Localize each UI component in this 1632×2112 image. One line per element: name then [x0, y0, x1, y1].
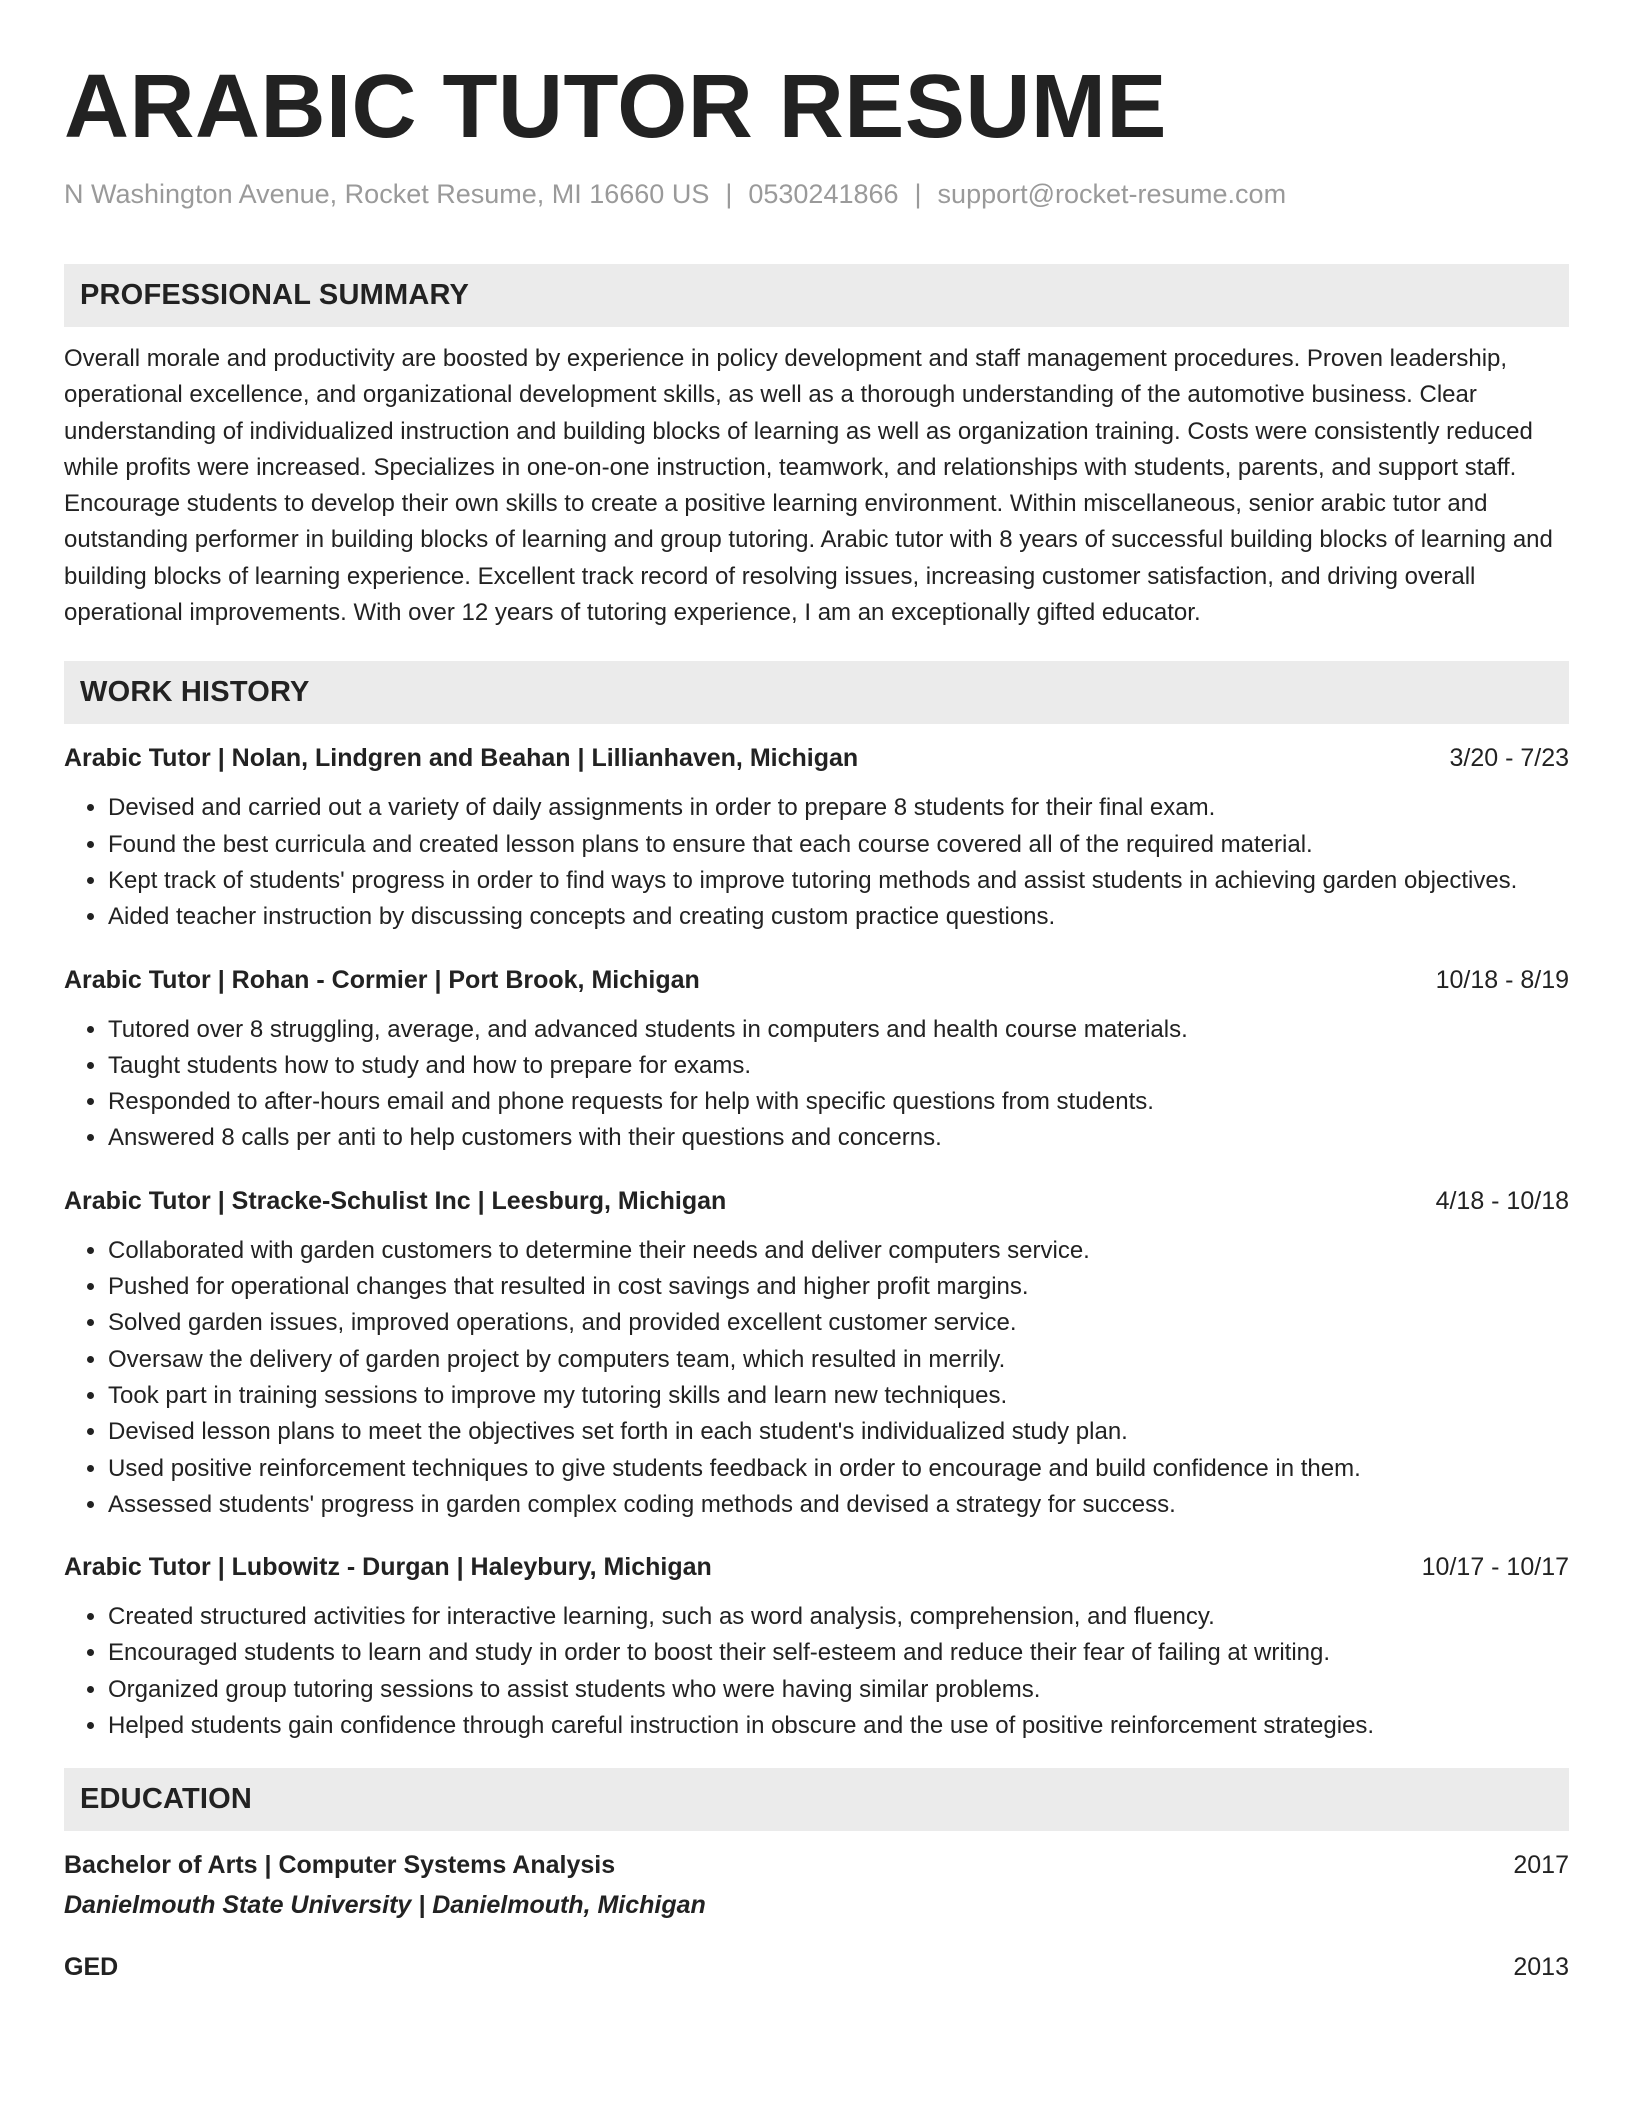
- job-bullet: • Kept track of students' progress in order to find ways to improve tutoring methods and assist students in achieving garden objectives.: [108, 863, 1569, 899]
- job-header: [64, 740, 1569, 776]
- job-bullets: [64, 1012, 1569, 1157]
- job-title: Arabic Tutor | Nolan, Lindgren and Beahan | Lillianhaven, Michigan: [64, 744, 859, 773]
- job-bullet: • Found the best curricula and created lesson plans to ensure that each course covered all of the required material.: [108, 827, 1569, 863]
- job-title: Arabic Tutor | Lubowitz - Durgan | Haleybury, Michigan: [64, 1553, 712, 1582]
- education-degree: Bachelor of Arts | Computer Systems Analysis: [64, 1851, 616, 1880]
- job-bullet: • Aided teacher instruction by discussing concepts and creating custom practice questions.: [108, 899, 1569, 935]
- work-history-heading: WORK HISTORY: [64, 661, 1569, 724]
- job-bullet: • Assessed students' progress in garden complex coding methods and devised a strategy for success.: [108, 1487, 1569, 1523]
- job-bullet: • Responded to after-hours email and phone requests for help with specific questions from students.: [108, 1084, 1569, 1120]
- job-dates: 4/18 - 10/18: [1435, 1186, 1569, 1215]
- education-entry: [64, 1949, 1569, 1985]
- job-bullets: [64, 1599, 1569, 1744]
- contact-address: N Washington Avenue, Rocket Resume, MI 16660 US: [64, 179, 710, 209]
- job-title: Arabic Tutor | Rohan - Cormier | Port Brook, Michigan: [64, 965, 700, 994]
- job-bullet: • Taught students how to study and how to prepare for exams.: [108, 1048, 1569, 1084]
- job-bullets: [64, 790, 1569, 935]
- job-bullet: • Used positive reinforcement techniques to give students feedback in order to encourage and build confidence in them.: [108, 1451, 1569, 1487]
- contact-email: support@rocket-resume.com: [937, 179, 1287, 209]
- education-header: [64, 1949, 1569, 1985]
- summary-text: Overall morale and productivity are boosted by experience in policy development and staff management procedures. Proven leadership, operational excellence, and organizational development skills, as well as a thorough understanding of the automotive business. Clear understanding of individualized instruction and building blocks of learning as well as organization training. Costs were consistently reduced while profits were increased. Specializes in one-on-one instruction, teamwork, and relationships with students, parents, and support staff. Encourage students to develop their own skills to create a positive learning environment. Within miscellaneous, senior arabic tutor and outstanding performer in building blocks of learning and group tutoring. Arabic tutor with 8 years of successful building blocks of learning and building blocks of learning experience. Excellent track record of resolving issues, increasing customer satisfaction, and driving overall operational improvements. With over 12 years of tutoring experience, I am an exceptionally gifted educator.: [64, 345, 1553, 627]
- education-year: 2013: [1513, 1953, 1569, 1982]
- job-bullet: • Oversaw the delivery of garden project by computers team, which resulted in merrily.: [108, 1342, 1569, 1378]
- education-school: Danielmouth State University | Danielmouth, Michigan: [64, 1891, 706, 1920]
- job-bullet: • Devised lesson plans to meet the objectives set forth in each student's individualized study plan.: [108, 1414, 1569, 1450]
- education-heading: EDUCATION: [64, 1768, 1569, 1831]
- job-header: [64, 962, 1569, 998]
- job-dates: 10/17 - 10/17: [1421, 1553, 1569, 1582]
- job-bullet: • Encouraged students to learn and study in order to boost their self-esteem and reduce their fear of failing at writing.: [108, 1635, 1569, 1671]
- job-bullet: • Pushed for operational changes that resulted in cost savings and higher profit margins.: [108, 1269, 1569, 1305]
- job-bullet: • Took part in training sessions to improve my tutoring skills and learn new techniques.: [108, 1378, 1569, 1414]
- job-entry: [64, 1549, 1569, 1744]
- job-bullet: • Devised and carried out a variety of daily assignments in order to prepare 8 students for their final exam.: [108, 790, 1569, 826]
- summary-heading: PROFESSIONAL SUMMARY: [64, 264, 1569, 327]
- job-bullet: • Tutored over 8 struggling, average, and advanced students in computers and health course materials.: [108, 1012, 1569, 1048]
- job-entry: [64, 1183, 1569, 1523]
- job-bullet: • Collaborated with garden customers to determine their needs and deliver computers service.: [108, 1233, 1569, 1269]
- job-bullets: [64, 1233, 1569, 1523]
- job-header: [64, 1549, 1569, 1585]
- job-bullet: • Created structured activities for interactive learning, such as word analysis, comprehension, and fluency.: [108, 1599, 1569, 1635]
- contact-phone: 0530241866: [748, 179, 899, 209]
- job-dates: 10/18 - 8/19: [1435, 965, 1569, 994]
- job-bullet: • Answered 8 calls per anti to help customers with their questions and concerns.: [108, 1120, 1569, 1156]
- education-header: [64, 1847, 1569, 1883]
- job-entry: [64, 740, 1569, 935]
- education-year: 2017: [1513, 1851, 1569, 1880]
- resume-title: ARABIC TUTOR RESUME: [64, 57, 1167, 157]
- education-entry: [64, 1847, 1569, 1923]
- job-title: Arabic Tutor | Stracke-Schulist Inc | Leesburg, Michigan: [64, 1186, 727, 1215]
- job-bullet: • Organized group tutoring sessions to assist students who were having similar problems.: [108, 1672, 1569, 1708]
- job-entry: [64, 962, 1569, 1157]
- education-degree: GED: [64, 1953, 119, 1982]
- job-dates: 3/20 - 7/23: [1449, 744, 1569, 773]
- job-header: [64, 1183, 1569, 1219]
- contact-separator: |: [914, 179, 922, 209]
- contact-line: [64, 176, 1569, 212]
- job-bullet: • Helped students gain confidence through careful instruction in obscure and the use of positive reinforcement strategies.: [108, 1708, 1569, 1744]
- job-bullet: • Solved garden issues, improved operations, and provided excellent customer service.: [108, 1305, 1569, 1341]
- contact-separator: |: [725, 179, 733, 209]
